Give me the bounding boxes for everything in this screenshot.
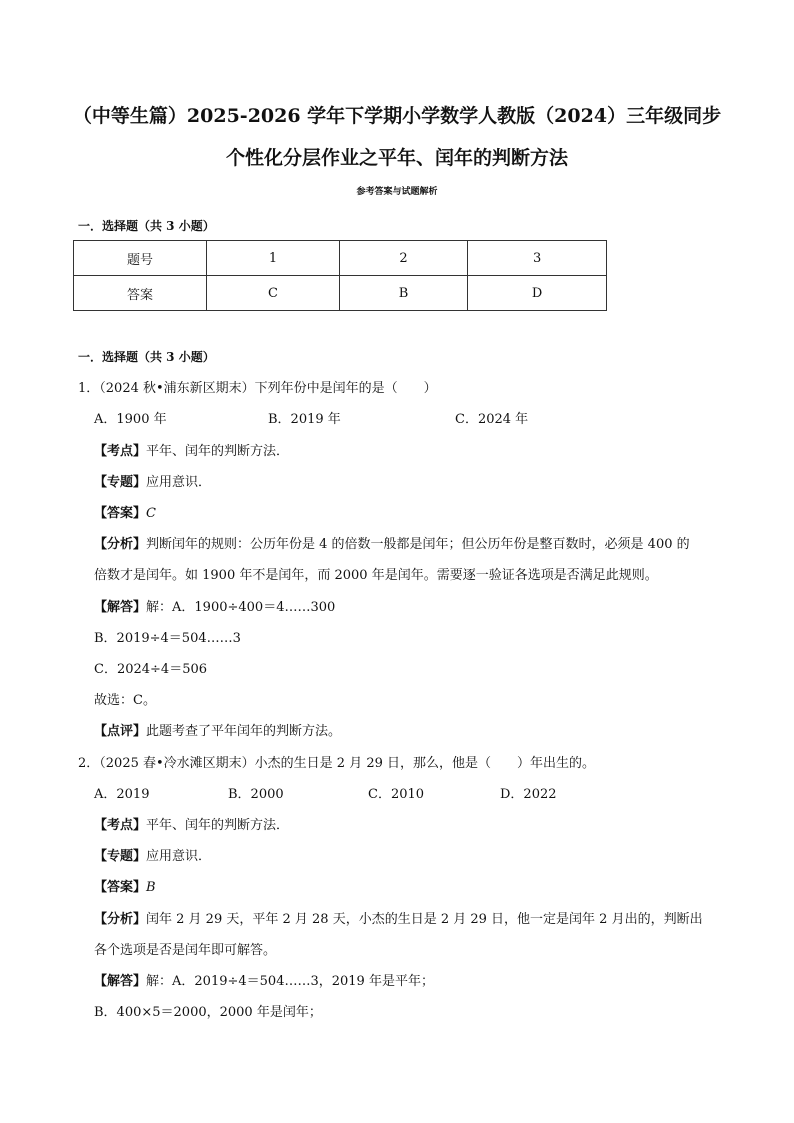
doc-title-line-1: （中等生篇）2025-2026 学年下学期小学数学人教版（2024）三年级同步 [72, 105, 722, 127]
q1-option-a: A．1900 年 [94, 412, 167, 427]
answer-table [73, 240, 607, 311]
fenxi-tag: 【分析】 [94, 912, 147, 927]
q1-fenxi-line-2: 倍数才是闰年。如 1900 年不是闰年，而 2000 年是闰年。需要逐一验证各选项是否满足此规则。 [94, 568, 658, 583]
table-cell: B [339, 276, 467, 311]
q2-option-d: D．2022 [500, 787, 557, 802]
daan-tag: 【答案】 [94, 880, 147, 895]
q2-daan [94, 879, 156, 897]
kaodian-tag: 【考点】 [94, 818, 147, 833]
jieda-text: 解：A．2019÷4＝504……3，2019 年是平年； [146, 974, 434, 989]
question-2-stem: 2．（2025 春•冷水滩区期末）小杰的生日是 2 月 29 日，那么，他是（ ）年出生的。 [78, 756, 595, 771]
zhuanti-tag: 【专题】 [94, 849, 147, 864]
q2-fenxi-line-2: 各个选项是否是闰年即可解答。 [94, 943, 277, 958]
doc-title-line-2: 个性化分层作业之平年、闰年的判断方法 [225, 147, 568, 169]
q1-jieda-line-2: B．2019÷4＝504……3 [94, 631, 241, 646]
fenxi-text: 闰年 2 月 29 天，平年 2 月 28 天，小杰的生日是 2 月 29 日，他一定是闰年 2 月出的，判断出 [146, 912, 703, 927]
q1-option-c: C．2024 年 [455, 412, 529, 427]
kaodian-text: 平年、闰年的判断方法． [146, 444, 290, 459]
kaodian-text: 平年、闰年的判断方法． [146, 818, 290, 833]
table-cell: D [468, 276, 607, 311]
dianping-text: 此题考查了平年闰年的判断方法。 [146, 724, 342, 739]
q2-option-b: B．2000 [228, 787, 284, 802]
table-cell: 2 [339, 241, 467, 276]
q2-jieda-line-2: B．400×5＝2000，2000 年是闰年； [94, 1005, 322, 1020]
q2-option-a: A．2019 [94, 787, 150, 802]
q2-fenxi-line-1 [94, 911, 703, 929]
dianping-tag: 【点评】 [94, 724, 147, 739]
jieda-tag: 【解答】 [94, 600, 147, 615]
table-header-cell: 题号 [74, 241, 207, 276]
daan-tag: 【答案】 [94, 506, 147, 521]
daan-text: C [146, 506, 156, 521]
q1-option-b: B．2019 年 [268, 412, 341, 427]
fenxi-tag: 【分析】 [94, 537, 147, 552]
q1-fenxi-line-1 [94, 536, 690, 554]
table-cell: C [207, 276, 340, 311]
q2-jieda-line-1 [94, 973, 434, 991]
q2-option-c: C．2010 [368, 787, 425, 802]
table-header-cell: 答案 [74, 276, 207, 311]
zhuanti-tag: 【专题】 [94, 475, 147, 490]
jieda-text: 解：A．1900÷400＝4……300 [146, 600, 336, 615]
zhuanti-text: 应用意识． [146, 475, 212, 490]
zhuanti-text: 应用意识． [146, 849, 212, 864]
section-heading-questions: 一．选择题（共 3 小题） [78, 350, 215, 364]
q1-zhuanti [94, 474, 211, 492]
q1-jieda-line-3: C．2024÷4＝506 [94, 662, 208, 677]
q2-kaodian [94, 817, 289, 835]
table-row [74, 241, 607, 276]
question-1-stem: 1．（2024 秋•浦东新区期末）下列年份中是闰年的是（ ） [78, 381, 437, 396]
q1-daan [94, 505, 156, 523]
q2-zhuanti [94, 848, 211, 866]
q1-jieda-line-4: 故选：C。 [94, 693, 156, 708]
q1-kaodian [94, 443, 289, 461]
jieda-tag: 【解答】 [94, 974, 147, 989]
kaodian-tag: 【考点】 [94, 444, 147, 459]
q1-jieda-line-1 [94, 599, 335, 617]
table-cell: 3 [468, 241, 607, 276]
table-cell: 1 [207, 241, 340, 276]
fenxi-text: 判断闰年的规则：公历年份是 4 的倍数一般都是闰年；但公历年份是整百数时，必须是 400 的 [146, 537, 690, 552]
q1-dianping [94, 723, 341, 741]
section-heading-answers: 一．选择题（共 3 小题） [78, 219, 215, 233]
daan-text: B [146, 880, 156, 895]
table-row [74, 276, 607, 311]
doc-subtitle: 参考答案与试题解析 [356, 187, 438, 197]
